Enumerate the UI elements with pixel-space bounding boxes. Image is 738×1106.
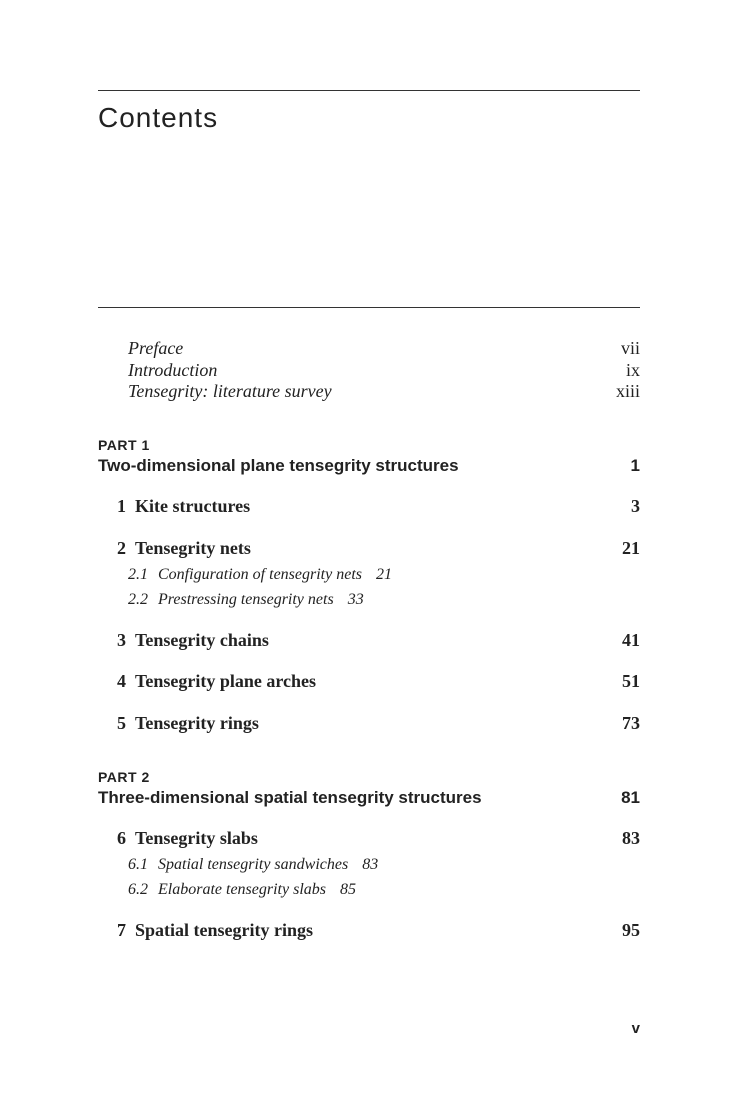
part-title: Three-dimensional spatial tensegrity structures — [98, 788, 482, 807]
toc-entry-introduction[interactable] — [98, 360, 640, 381]
mid-rule — [98, 307, 640, 308]
section-title: Elaborate tensegrity slabs — [158, 881, 326, 898]
toc-entry-page: vii — [620, 338, 640, 358]
section-page: 21 — [376, 566, 392, 583]
chapter-page: 95 — [622, 920, 640, 940]
chapter-title: Tensegrity rings — [135, 713, 259, 733]
toc-part-2[interactable] — [98, 788, 640, 808]
section-number: 2.1 — [128, 566, 148, 583]
part-page: 81 — [621, 788, 640, 807]
page-title: Contents — [98, 102, 219, 133]
section-number: 6.2 — [128, 881, 148, 898]
toc-chapter-4[interactable] — [98, 671, 640, 692]
top-rule — [98, 90, 640, 91]
part-label: PART 1 — [98, 437, 150, 453]
toc-section-2-2[interactable] — [128, 591, 364, 609]
toc-part-1[interactable] — [98, 456, 640, 476]
section-title: Prestressing tensegrity nets — [158, 591, 334, 608]
chapter-number: 3 — [117, 630, 126, 650]
toc-entry-page: ix — [625, 360, 640, 380]
chapter-title: Spatial tensegrity rings — [135, 920, 313, 940]
chapter-title: Tensegrity chains — [135, 630, 269, 650]
chapter-number: 4 — [117, 671, 126, 691]
chapter-title: Tensegrity slabs — [135, 828, 258, 848]
toc-chapter-3[interactable] — [98, 630, 640, 651]
chapter-number: 5 — [117, 713, 126, 733]
toc-chapter-5[interactable] — [98, 713, 640, 734]
chapter-number: 7 — [117, 920, 126, 940]
chapter-page: 21 — [622, 538, 640, 558]
toc-chapter-7[interactable] — [98, 920, 640, 941]
toc-entry-literature-survey[interactable] — [98, 381, 640, 402]
toc-chapter-2[interactable] — [98, 538, 640, 559]
toc-chapter-1[interactable] — [98, 496, 640, 517]
toc-section-6-1[interactable] — [128, 856, 378, 874]
chapter-title: Tensegrity plane arches — [135, 671, 317, 691]
chapter-page: 41 — [622, 630, 640, 650]
chapter-page: 73 — [622, 713, 640, 733]
toc-entry-page: xiii — [615, 381, 640, 401]
section-number: 2.2 — [128, 591, 148, 608]
section-number: 6.1 — [128, 856, 148, 873]
section-title: Spatial tensegrity sandwiches — [158, 856, 349, 873]
chapter-page: 51 — [622, 671, 640, 691]
toc-chapter-6[interactable] — [98, 828, 640, 849]
section-page: 33 — [347, 591, 364, 608]
part-page: 1 — [630, 456, 640, 475]
chapter-number: 1 — [117, 496, 126, 516]
part-label: PART 2 — [98, 769, 150, 785]
section-title: Configuration of tensegrity nets — [158, 566, 362, 583]
chapter-number: 6 — [117, 828, 126, 848]
section-page: 85 — [339, 881, 356, 898]
toc-entry-preface[interactable] — [98, 338, 640, 359]
part-title: Two-dimensional plane tensegrity structures — [98, 456, 459, 475]
chapter-page: 3 — [631, 496, 640, 516]
section-page: 83 — [362, 856, 379, 873]
chapter-title: Kite structures — [135, 496, 251, 516]
page-folio: v — [631, 1020, 640, 1037]
toc-section-6-2[interactable] — [128, 881, 356, 899]
chapter-number: 2 — [117, 538, 126, 558]
chapter-title: Tensegrity nets — [135, 538, 251, 558]
toc-entry-label: Preface — [128, 338, 184, 358]
chapter-page: 83 — [622, 828, 640, 848]
toc-entry-label: Tensegrity: literature survey — [128, 381, 332, 401]
toc-entry-label: Introduction — [128, 360, 218, 380]
toc-section-2-1[interactable] — [128, 566, 392, 584]
